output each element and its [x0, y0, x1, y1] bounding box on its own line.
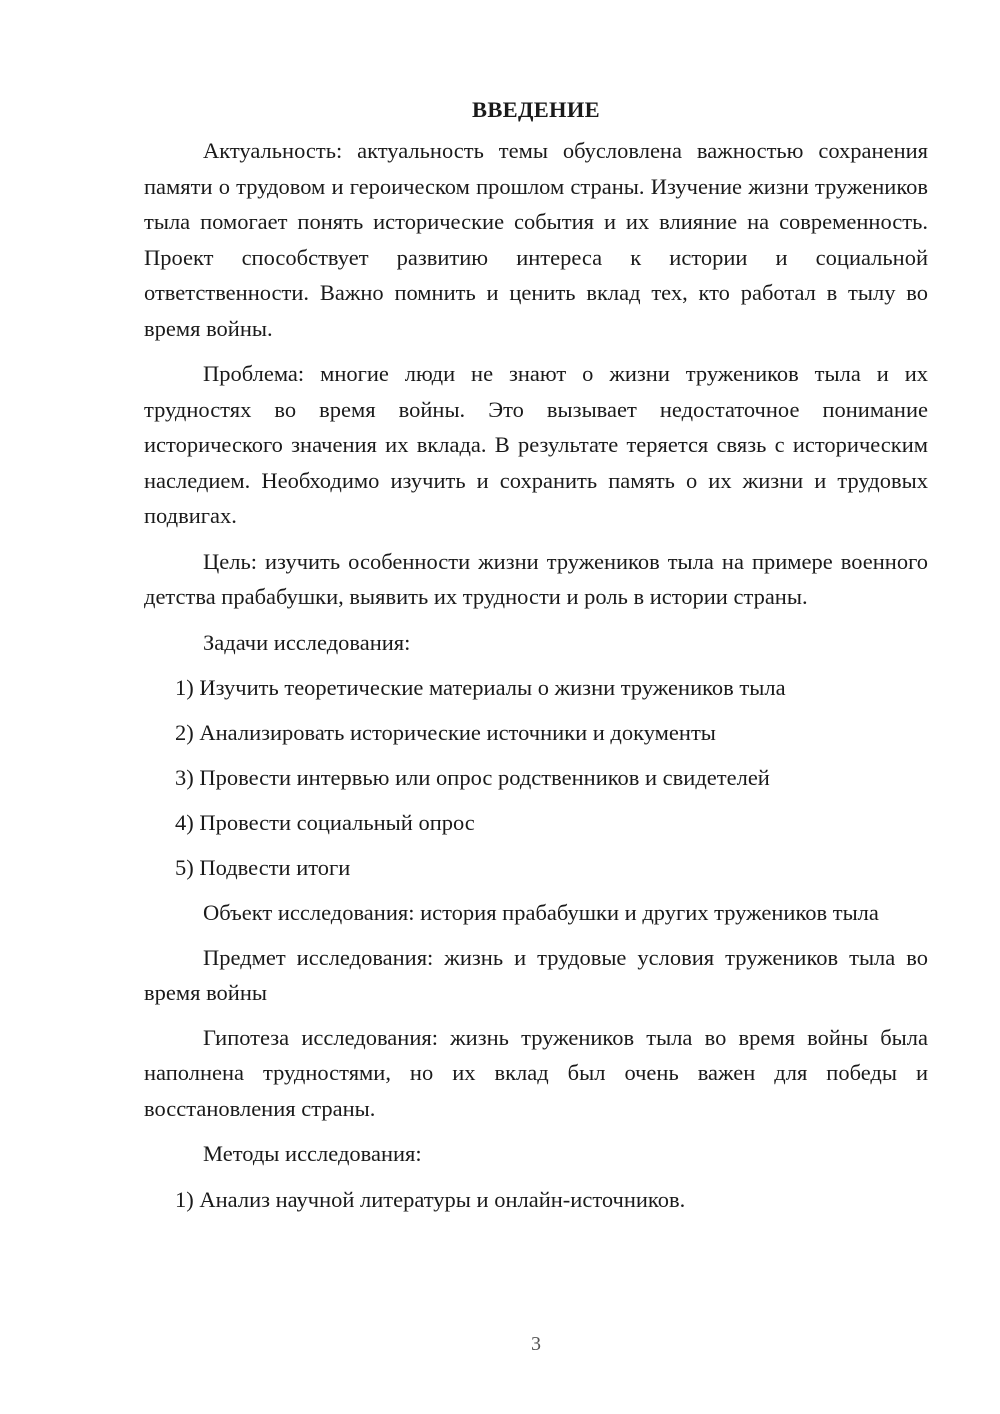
subject-paragraph: Предмет исследования: жизнь и трудовые условия тружеников тыла во время войны: [144, 944, 928, 1005]
task-item: 2) Анализировать исторические источники и документы: [175, 720, 716, 745]
document-page: [144, 92, 928, 1227]
relevance-paragraph: Актуальность: актуальность темы обусловлена важностью сохранения памяти о трудовом и героическом прошлом страны. Изучение жизни тружеников тыла помогает понять исторические события и их влияние на современность. Проект способствует развитию интереса к истории и социальной ответственности. Важно помнить и ценить вклад тех, кто работал в тылу во время войны.: [144, 138, 928, 341]
task-item: 3) Провести интервью или опрос родственников и свидетелей: [175, 765, 770, 790]
problem-paragraph: Проблема: многие люди не знают о жизни тружеников тыла и их трудностях во время войны. Это вызывает недостаточное понимание исторического значения их вклада. В результате теряется связь с историческим наследием. Необходимо изучить и сохранить память о их жизни и трудовых подвигах.: [144, 361, 928, 528]
goal-paragraph: Цель: изучить особенности жизни тружеников тыла на примере военного детства прабабушки, выявить их трудности и роль в истории страны.: [144, 548, 928, 609]
tasks-list: [144, 670, 928, 886]
hypothesis-paragraph: Гипотеза исследования: жизнь тружеников тыла во время войны была наполнена трудностями, но их вклад был очень важен для победы и восстановления страны.: [144, 1024, 928, 1121]
method-item: 1) Анализ научной литературы и онлайн-источников.: [175, 1186, 686, 1212]
page-number: 3: [531, 1333, 541, 1355]
object-paragraph: Объект исследования: история прабабушки и других тружеников тыла: [203, 900, 879, 925]
section-title: ВВЕДЕНИЕ: [472, 97, 600, 122]
task-item: 4) Провести социальный опрос: [175, 810, 475, 835]
task-item: 5) Подвести итоги: [175, 855, 351, 880]
methods-label: Методы исследования:: [203, 1141, 422, 1166]
tasks-label: Задачи исследования:: [203, 629, 411, 655]
task-item: 1) Изучить теоретические материалы о жизни тружеников тыла: [175, 675, 786, 700]
methods-list: [144, 1182, 928, 1218]
